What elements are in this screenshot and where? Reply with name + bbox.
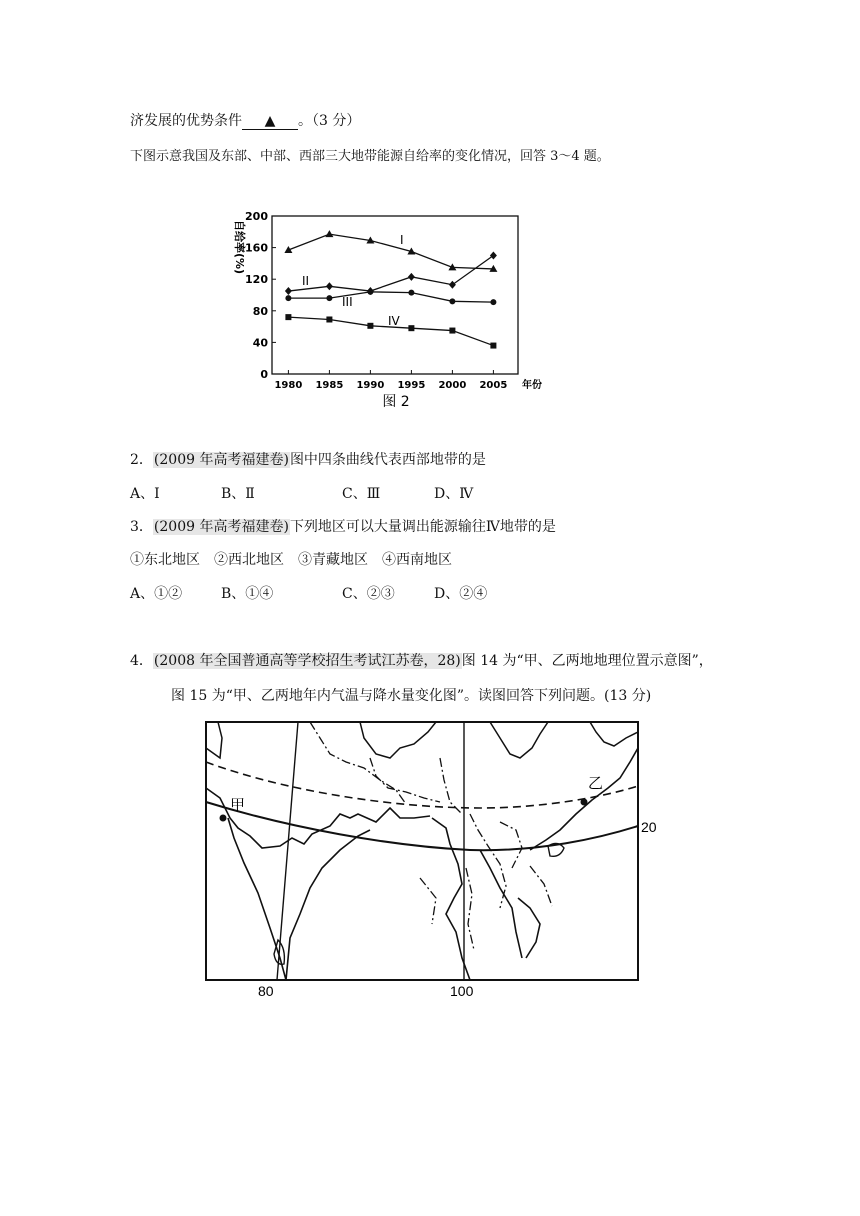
q2-option-b: B、Ⅱ (221, 486, 255, 502)
q3-option-d: D、②④ (434, 586, 488, 602)
series-line-I (288, 234, 493, 269)
x-tick-label: 2005 (479, 380, 508, 391)
q3-option-a: A、①② (130, 586, 183, 602)
data-point-II (285, 287, 292, 295)
chart-marks (284, 230, 497, 348)
question-source: (2009 年高考福建卷) (153, 519, 289, 535)
question-2 (130, 451, 486, 469)
data-point-IV (490, 343, 496, 349)
point-jia (220, 815, 227, 822)
y-tick-label: 200 (245, 210, 268, 223)
data-point-II (449, 281, 456, 289)
q2-option-a: A、Ⅰ (130, 486, 160, 502)
answer-blank (242, 114, 298, 130)
data-point-II (490, 252, 497, 260)
series-label-I: I (400, 233, 404, 247)
energy-self-sufficiency-chart (222, 206, 552, 416)
question-3 (130, 518, 556, 536)
question-number: 2． (130, 452, 153, 468)
data-point-IV (449, 328, 455, 334)
label-jia: 甲 (230, 797, 246, 814)
y-tick-label: 0 (260, 368, 268, 381)
data-point-III (285, 295, 291, 301)
triangle-mark: ▲ (264, 113, 276, 129)
data-point-I (325, 230, 333, 237)
y-tick-label: 160 (245, 241, 268, 255)
question-source: (2008 年全国普通高等学校招生考试江苏卷，28) (153, 653, 461, 669)
data-point-II (326, 282, 333, 290)
data-point-III (367, 289, 373, 295)
data-point-IV (326, 316, 332, 322)
x-axis-label: 年份 (522, 380, 542, 391)
data-point-III (326, 295, 332, 301)
question-text: 图 14 为“甲、乙两地地理位置示意图”， (461, 653, 713, 669)
data-point-II (408, 273, 415, 281)
question-text: 下列地区可以大量调出能源输往Ⅳ地带的是 (289, 519, 556, 535)
y-axis-label: 自给率(%) (233, 220, 246, 275)
series-label-II: II (302, 274, 310, 288)
q2-option-c: C、Ⅲ (342, 486, 381, 502)
q2-option-d: D、Ⅳ (434, 486, 474, 502)
series-line-II (288, 256, 493, 292)
x-tick-label: 1980 (274, 380, 303, 391)
latitude-label: 20 (641, 819, 657, 835)
score-note: 。（3 分） (298, 113, 361, 129)
plot-frame (272, 216, 518, 374)
prev-question-text: 济发展的优势条件 (130, 113, 242, 129)
map-frame (206, 722, 638, 980)
question-4-continued: 图 15 为“甲、乙两地年内气温与降水量变化图”。读图回答下列问题。(13 分) (171, 688, 652, 704)
location-map (200, 718, 657, 999)
question-source: (2009 年高考福建卷) (153, 452, 289, 468)
question-number: 3． (130, 519, 153, 535)
q3-region-items: ①东北地区 ②西北地区 ③青藏地区 ④西南地区 (130, 552, 452, 568)
data-point-IV (408, 325, 414, 331)
y-tick-label: 80 (252, 304, 268, 318)
x-tick-label: 1990 (356, 380, 385, 391)
series-label-III: III (342, 295, 353, 309)
label-yi: 乙 (588, 775, 604, 792)
chart-lead-text: 下图示意我国及东部、中部、西部三大地带能源自给率的变化情况，回答 3～4 题。 (130, 149, 610, 164)
series-line-III (288, 292, 493, 302)
data-point-IV (367, 323, 373, 329)
longitude-label-80: 80 (258, 983, 274, 999)
data-point-III (449, 298, 455, 304)
x-tick-label: 1995 (397, 380, 426, 391)
x-tick-label: 2000 (438, 380, 467, 391)
point-yi (581, 799, 588, 806)
longitude-label-100: 100 (450, 983, 474, 999)
y-tick-label: 120 (245, 273, 268, 287)
chart-caption: 图 2 (382, 394, 410, 410)
series-label-IV: IV (388, 314, 400, 328)
question-4 (130, 652, 713, 670)
question-text: 图中四条曲线代表西部地带的是 (289, 452, 486, 468)
data-point-III (408, 290, 414, 296)
chart-labels (233, 210, 542, 410)
data-point-III (490, 299, 496, 305)
chart-axes (272, 216, 518, 374)
y-tick-label: 40 (252, 336, 268, 350)
x-tick-label: 1985 (315, 380, 344, 391)
previous-question-tail (130, 112, 360, 130)
data-point-IV (285, 314, 291, 320)
question-number: 4． (130, 653, 153, 669)
q3-option-b: B、①④ (221, 586, 274, 602)
q3-option-c: C、②③ (342, 586, 395, 602)
